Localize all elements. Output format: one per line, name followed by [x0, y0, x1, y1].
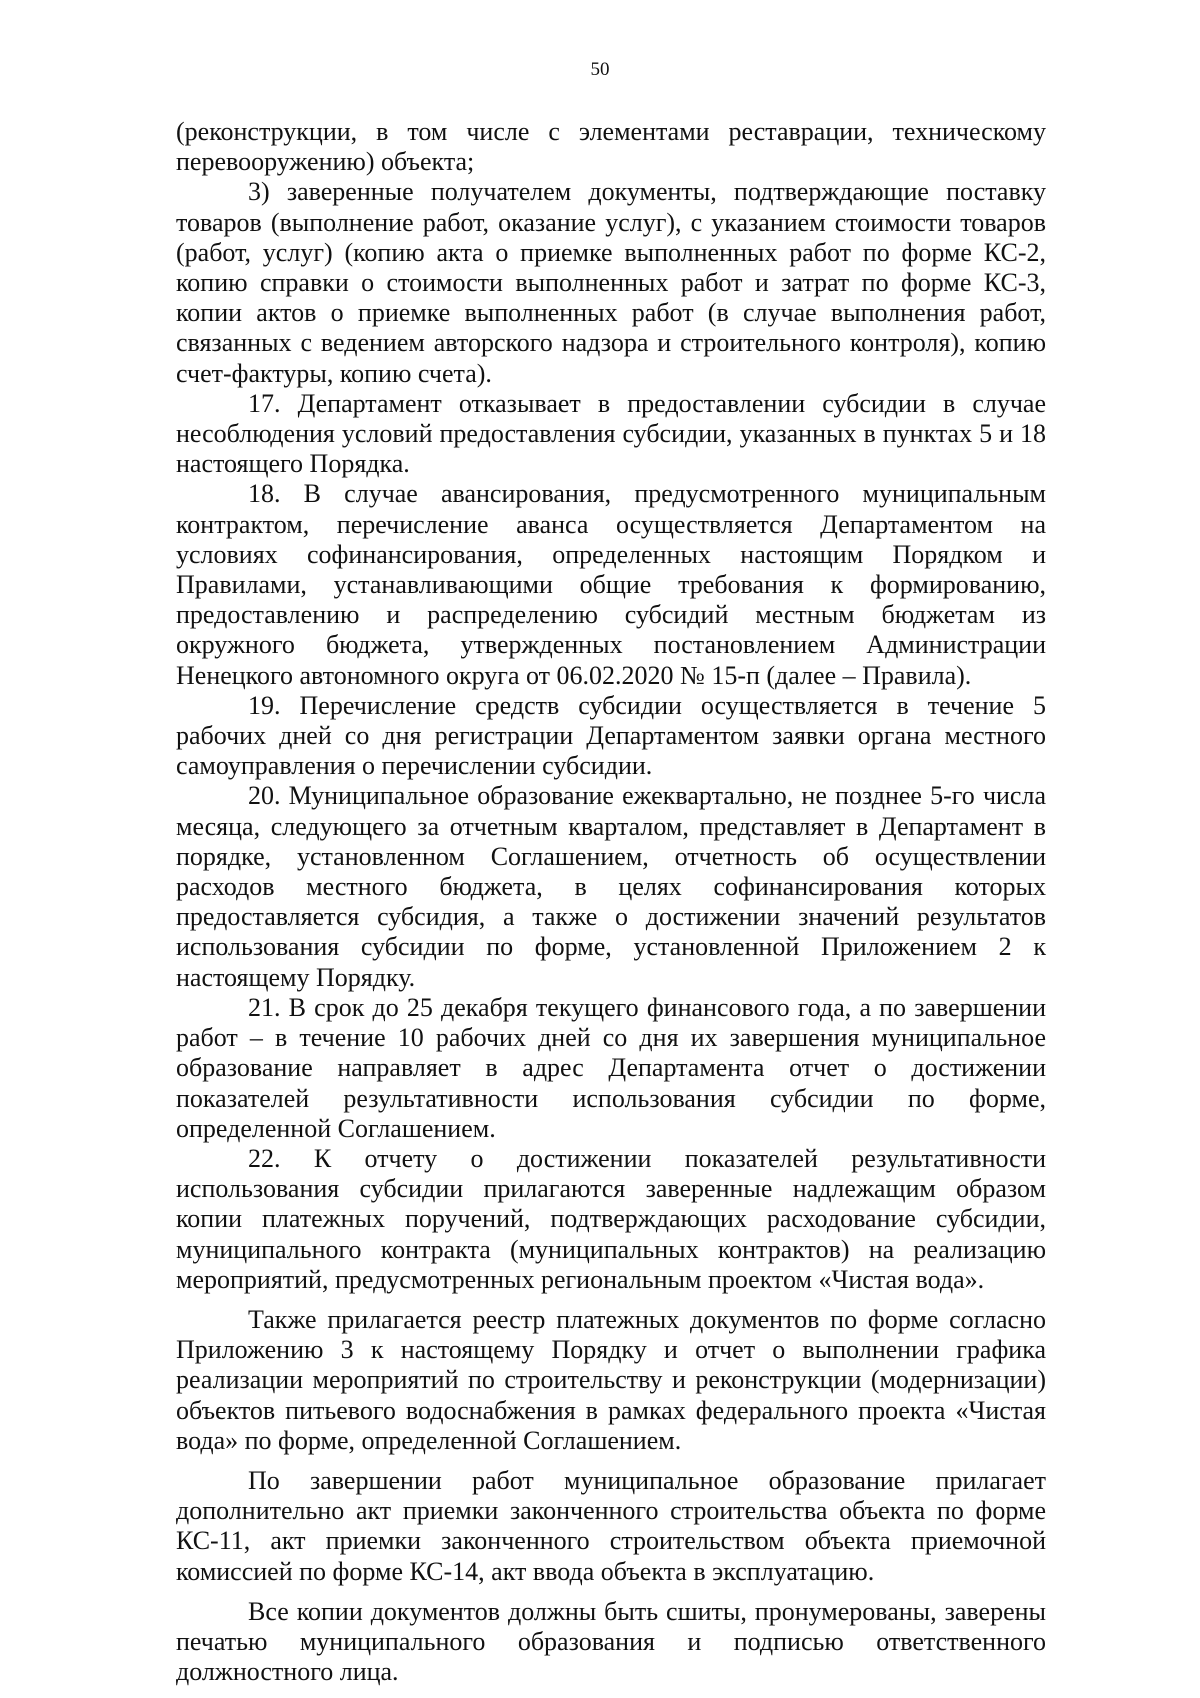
paragraph-completion-acts: По завершении работ муниципальное образование прилагает дополнительно акт приемки законченного строительства объекта по форме КС-11, акт приемки законченного строительством объекта приемочной комиссией по форме КС-14, акт ввода объекта в эксплуатацию. — [176, 1465, 1046, 1586]
document-body — [176, 117, 1046, 1687]
paragraph-clause-21: 21. В срок до 25 декабря текущего финансового года, а по завершении работ – в течение 10 рабочих дней со дня их завершения муниципальное образование направляет в адрес Департамента отчет о достижении показателей результативности использования субсидии по форме, определенной Соглашением. — [176, 992, 1046, 1143]
paragraph-clause-18: 18. В случае авансирования, предусмотренного муниципальным контрактом, перечисление аванса осуществляется Департаментом на условиях софинансирования, определенных настоящим Порядком и Правилами, устанавливающими общие требования к формированию, предоставлению и распределению субсидий местным бюджетам из окружного бюджета, утвержденных постановлением Администрации Ненецкого автономного округа от 06.02.2020 № 15-п (далее – Правила). — [176, 479, 1046, 690]
paragraph-copies: Все копии документов должны быть сшиты, пронумерованы, заверены печатью муниципального образования и подписью ответственного должностного лица. — [176, 1596, 1046, 1687]
paragraph-clause-19: 19. Перечисление средств субсидии осуществляется в течение 5 рабочих дней со дня регистрации Департаментом заявки органа местного самоуправления о перечислении субсидии. — [176, 690, 1046, 781]
paragraph-clause-20: 20. Муниципальное образование ежеквартально, не позднее 5-го числа месяца, следующего за отчетным кварталом, представляет в Департамент в порядке, установленном Соглашением, отчетность об осуществлении расходов местного бюджета, в целях софинансирования которых предоставляется субсидия, а также о достижении значений результатов использования субсидии по форме, установленной Приложением 2 к настоящему Порядку. — [176, 781, 1046, 992]
paragraph-clause-17: 17. Департамент отказывает в предоставлении субсидии в случае несоблюдения условий предоставления субсидии, указанных в пунктах 5 и 18 настоящего Порядка. — [176, 388, 1046, 479]
paragraph-item-3: 3) заверенные получателем документы, подтверждающие поставку товаров (выполнение работ, оказание услуг), с указанием стоимости товаров (работ, услуг) (копию акта о приемке выполненных работ по форме КС-2, копию справки о стоимости выполненных работ и затрат по форме КС-3, копии актов о приемке выполненных работ (в случае выполнения работ, связанных с ведением авторского надзора и строительного контроля), копию счет-фактуры, копию счета). — [176, 177, 1046, 388]
page-number: 50 — [590, 59, 610, 80]
paragraph-clause-22: 22. К отчету о достижении показателей результативности использования субсидии прилагаются заверенные надлежащим образом копии платежных поручений, подтверждающих расходование субсидии, муниципального контракта (муниципальных контрактов) на реализацию мероприятий, предусмотренных региональным проектом «Чистая вода». — [176, 1143, 1046, 1294]
paragraph-continuation: (реконструкции, в том числе с элементами реставрации, техническому перевооружению) объекта; — [176, 117, 1046, 177]
paragraph-registry: Также прилагается реестр платежных документов по форме согласно Приложению 3 к настоящему Порядку и отчет о выполнении графика реализации мероприятий по строительству и реконструкции (модернизации) объектов питьевого водоснабжения в рамках федерального проекта «Чистая вода» по форме, определенной Соглашением. — [176, 1304, 1046, 1455]
